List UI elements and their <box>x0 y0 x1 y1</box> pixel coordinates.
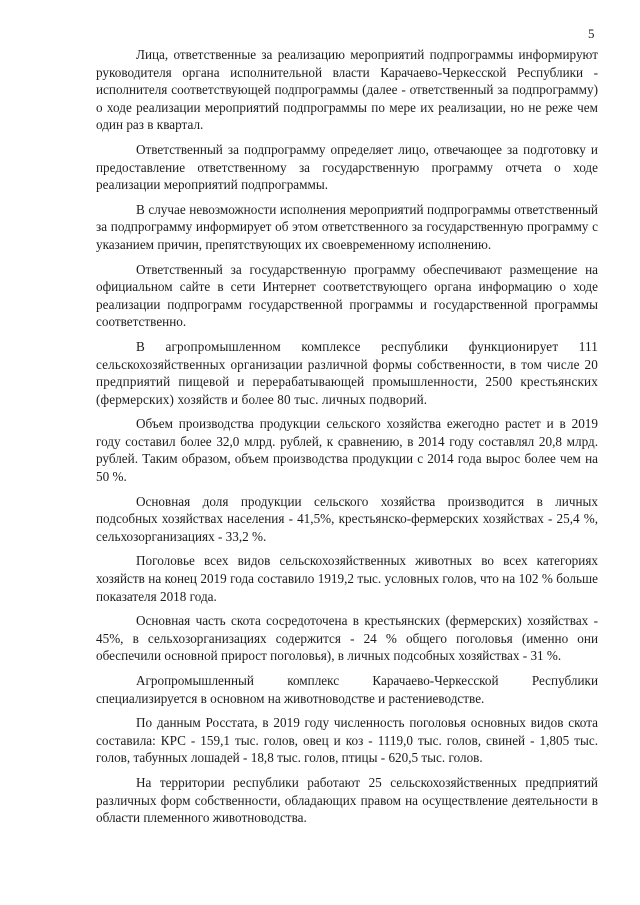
paragraph: На территории республики работают 25 сельскохозяйственных предприятий различных форм собственности, обладающих правом на осуществление деятельности в области племенного животноводства. <box>96 774 598 826</box>
document-body <box>96 46 598 834</box>
paragraph: Агропромышленный комплекс Карачаево-Черкесской Республики специализируется в основном на животноводстве и растениеводстве. <box>96 673 598 706</box>
paragraph: В агропромышленном комплексе республики функционирует 111 сельскохозяйственных организации различной формы собственности, в том числе 20 предприятий пищевой и перерабатывающей промышленности, 2500 крестьянских (фермерских) хозяйств и более 80 тыс. личных подворий. <box>96 338 598 407</box>
paragraph: В случае невозможности исполнения мероприятий подпрограммы ответственный за подпрограмму информирует об этом ответственного за государственную программу с указанием причин, препятствующих их своевременному исполнению. <box>96 201 598 252</box>
page-number: 5 <box>588 26 595 41</box>
paragraph: Ответственный за подпрограмму определяет лицо, отвечающее за подготовку и предоставление ответственному за государственную программу отчета о ходе реализации мероприятий подпрограммы. <box>96 141 598 193</box>
paragraph: Основная доля продукции сельского хозяйства производится в личных подсобных хозяйствах населения - 41,5%, крестьянско-фермерских хозяйствах - 25,4 %, сельхозорганизациях - 33,2 %. <box>96 493 598 544</box>
paragraph: Объем производства продукции сельского хозяйства ежегодно растет и в 2019 году составил более 32,0 млрд. рублей, к сравнению, в 2014 году составлял 20,8 млрд. рублей. Таким образом, объем производства продукции с 2014 года вырос более чем на 50 %. <box>96 416 598 485</box>
paragraph: Основная часть скота сосредоточена в крестьянских (фермерских) хозяйствах - 45%, в сельхозорганизациях содержится - 24 % общего поголовья (именно они обеспечили основной прирост поголовья), в личных подсобных хозяйствах - 31 %. <box>96 613 598 664</box>
paragraph: Лица, ответственные за реализацию мероприятий подпрограммы информируют руководителя органа исполнительной власти Карачаево-Черкесской Республики - исполнителя соответствующей подпрограммы (далее - ответственный за подпрограмму) о ходе реализации мероприятий подпрограммы по мере их реализации, но не реже чем один раз в квартал. <box>96 47 598 133</box>
paragraph: По данным Росстата, в 2019 году численность поголовья основных видов скота составила: КРС - 159,1 тыс. голов, овец и коз - 1119,0 тыс. голов, свиней - 1,805 тыс. голов, табунных лошадей - 18,8 тыс. голов, птицы - 620,5 тыс. голов. <box>96 715 598 766</box>
paragraph: Ответственный за государственную программу обеспечивают размещение на официальном сайте в сети Интернет соответствующего органа информацию о ходе реализации подпрограмм государственной программы и государственной программы соответственно. <box>96 261 598 330</box>
paragraph: Поголовье всех видов сельскохозяйственных животных во всех категориях хозяйств на конец 2019 года составило 1919,2 тыс. условных голов, что на 102 % больше показателя 2018 года. <box>96 553 598 604</box>
